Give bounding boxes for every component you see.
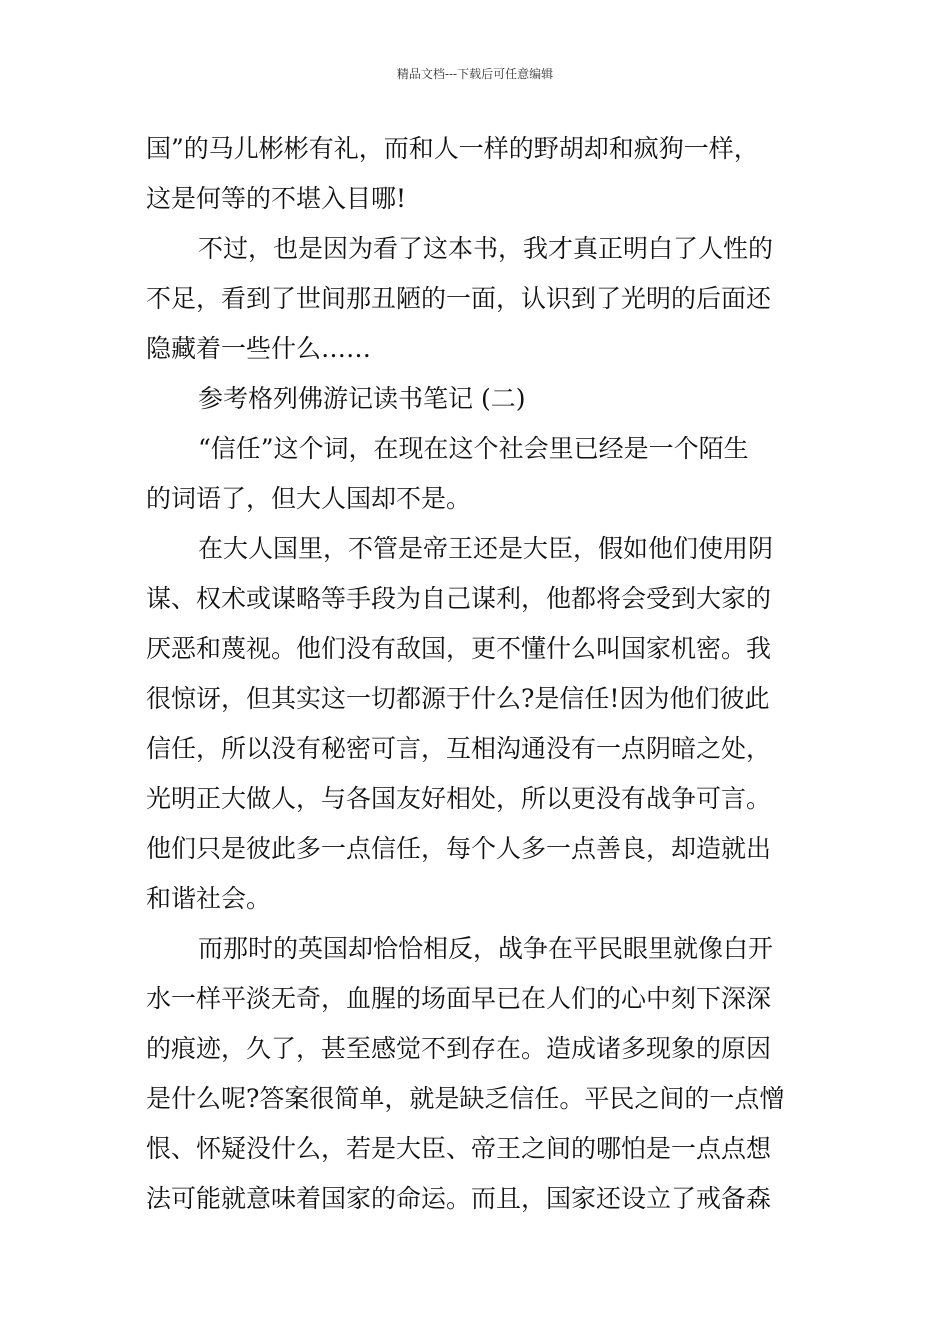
text-line: 和谐社会。	[146, 884, 272, 913]
page-header: 精品文档---下载后可任意编辑	[396, 67, 554, 81]
text-line: 恨、怀疑没什么，若是大臣、帝王之间的哪怕是一点点想	[146, 1134, 772, 1163]
text-line: 光明正大做人，与各国友好相处，所以更没有战争可言。	[146, 784, 772, 813]
text-line: 法可能就意味着国家的命运。而且，国家还设立了戒备森	[146, 1184, 772, 1213]
text-line: 的词语了，但大人国却不是。	[146, 484, 472, 513]
section-heading: 参考格列佛游记读书笔记 (二)	[198, 384, 526, 413]
text-line: 他们只是彼此多一点信任，每个人多一点善良，却造就出	[146, 834, 772, 863]
text-line: 的痕迹，久了，甚至感觉不到存在。造成诸多现象的原因	[146, 1034, 772, 1063]
body-text	[146, 124, 806, 1224]
text-line: 很惊讶，但其实这一切都源于什么?是信任!因为他们彼此	[146, 684, 770, 713]
paragraph-start-line: 而那时的英国却恰恰相反，战争在平民眼里就像白开	[198, 934, 774, 963]
text-line: 厌恶和蔑视。他们没有敌国，更不懂什么叫国家机密。我	[146, 634, 772, 663]
text-line: 谋、权术或谋略等手段为自己谋利，他都将会受到大家的	[146, 584, 772, 613]
paragraph-start-line: 在大人国里，不管是帝王还是大臣，假如他们使用阴	[198, 534, 774, 563]
text-line: 信任，所以没有秘密可言，互相沟通没有一点阴暗之处，	[146, 734, 772, 763]
text-line: 水一样平淡无奇，血腥的场面早已在人们的心中刻下深深	[146, 984, 772, 1013]
text-line: 隐藏着一些什么……	[146, 334, 372, 363]
text-line: 是什么呢?答案很简单，就是缺乏信任。平民之间的一点憎	[146, 1084, 785, 1113]
text-line: 这是何等的不堪入目哪!	[146, 184, 407, 213]
text-line: 国”的马儿彬彬有礼，而和人一样的野胡却和疯狗一样，	[146, 134, 759, 163]
paragraph-start-line: 不过，也是因为看了这本书，我才真正明白了人性的	[198, 234, 774, 263]
paragraph-start-line: “信任”这个词，在现在这个社会里已经是一个陌生	[198, 434, 749, 463]
text-line: 不足，看到了世间那丑陋的一面，认识到了光明的后面还	[146, 284, 772, 313]
